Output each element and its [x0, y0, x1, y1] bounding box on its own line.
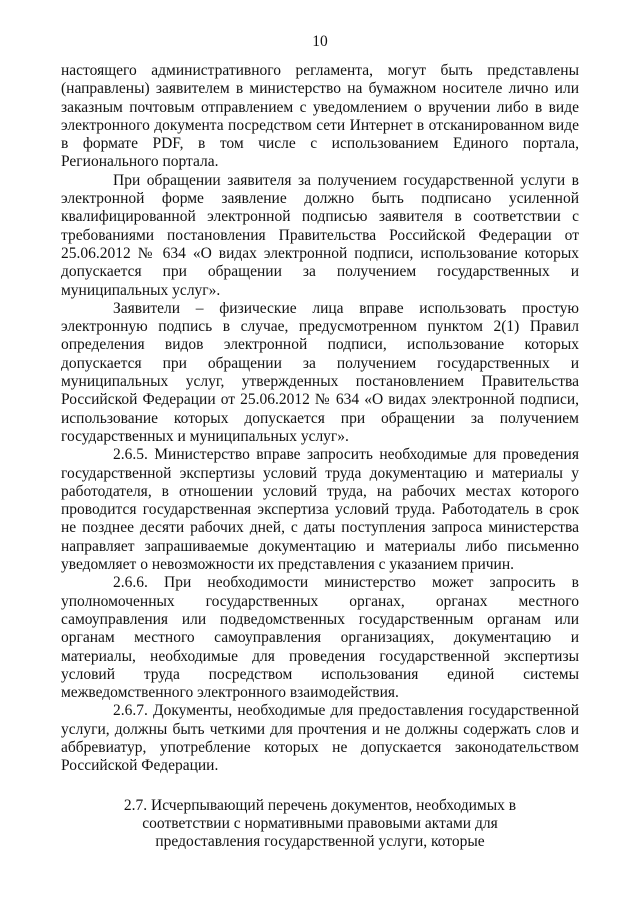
document-body [61, 62, 579, 851]
page-number: 10 [312, 33, 328, 50]
paragraph-continuation: настоящего административного регламента, могут быть представлены (направлены) заявителем в министерство на бумажном носителе лично или заказным почтовым отправлением с уведомлением о вручении либо в виде электронного документа посредством сети Интернет в отсканированном виде в формате PDF, в том числе с использованием Единого портала, Регионального портала. [61, 62, 579, 171]
paragraph-2-6-5: 2.6.5. Министерство вправе запросить необходимые для проведения государственной экспертизы условий труда документацию и материалы у работодателя, в отношении условий труда, на рабочих местах которого проводится государственная экспертиза условий труда. Работодатель в срок не позднее десяти рабочих дней, с даты поступления запроса министерства направляет запрашиваемые документацию и материалы либо письменно уведомляет о невозможности их представления с указанием причин. [61, 446, 579, 574]
paragraph-2-6-7: 2.6.7. Документы, необходимые для предоставления государственной услуги, должны быть четкими для прочтения и не должны содержать слов и аббревиатур, употребление которых не допускается законодательством Российской Федерации. [61, 702, 579, 775]
paragraph-electronic-application: При обращении заявителя за получением государственной услуги в электронной форме заявление должно быть подписано усиленной квалифицированной электронной подписью заявителя в соответствии с требованиями постановления Правительства Российской Федерации от 25.06.2012 № 634 «О видах электронной подписи, использование которых допускается при обращении за получением государственных и муниципальных услуг». [61, 171, 579, 299]
section-heading-2-7: 2.7. Исчерпывающий перечень документов, необходимых в соответствии с нормативными правовыми актами для предоставления государственной услуги, которые [123, 796, 517, 851]
paragraph-2-6-6: 2.6.6. При необходимости министерство может запросить в уполномоченных государственных органах, органах местного самоуправления или подведомственных государственным органам или органам местного самоуправления организациях, документацию и материалы, необходимые для проведения государственной экспертизы условий труда посредством использования единой системы межведомственного электронного взаимодействия. [61, 574, 579, 702]
paragraph-simple-signature: Заявители – физические лица вправе использовать простую электронную подпись в случае, предусмотренном пунктом 2(1) Правил определения видов электронной подписи, использование которых допускается при обращении за получением государственных и муниципальных услуг, утвержденных постановлением Правительства Российской Федерации от 25.06.2012 № 634 «О видах электронной подписи, использование которых допускается при обращении за получением государственных и муниципальных услуг». [61, 299, 579, 445]
